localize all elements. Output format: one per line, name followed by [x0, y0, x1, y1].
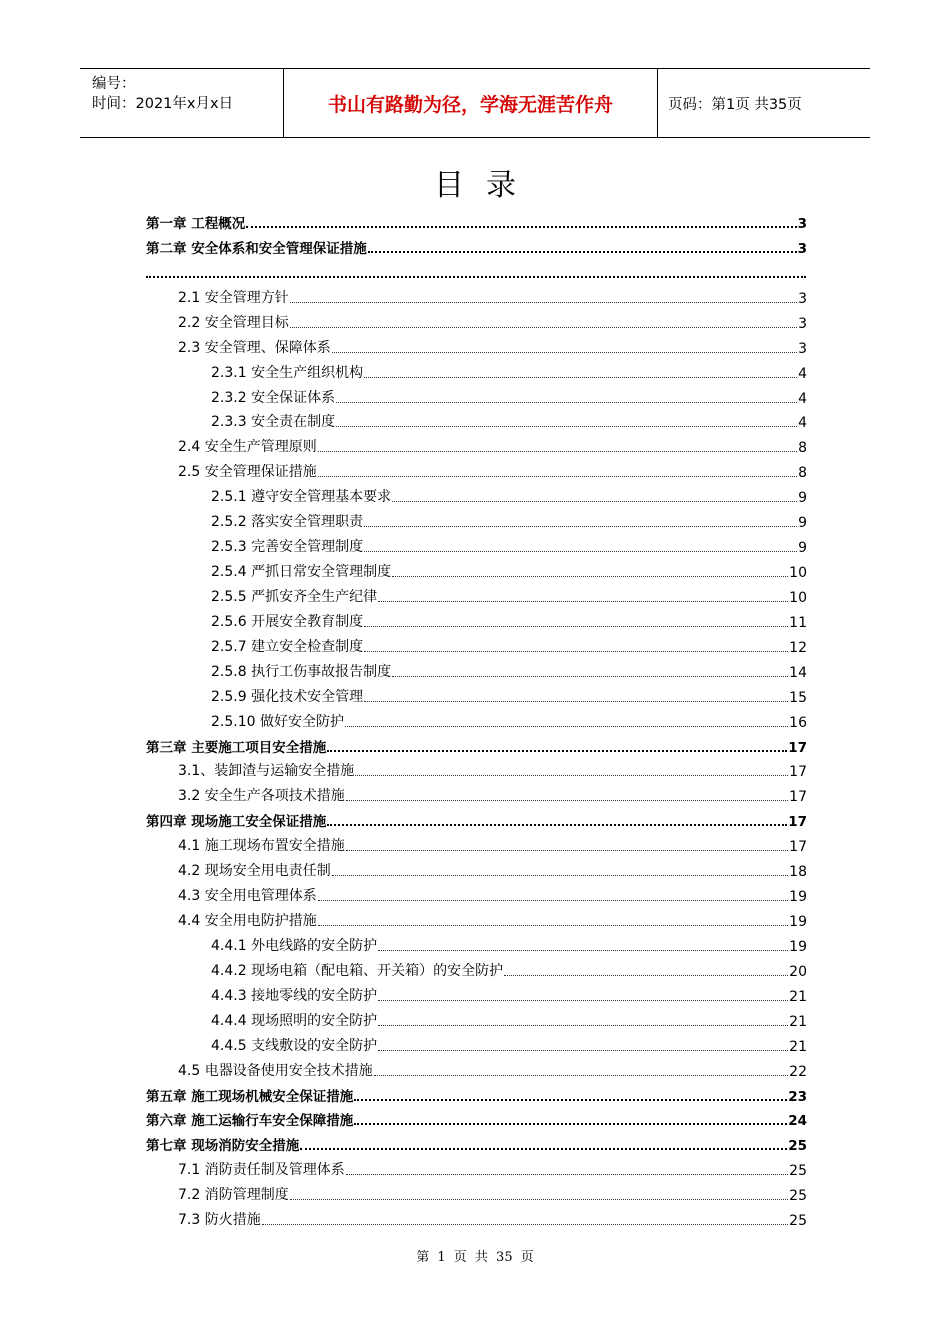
header-left-cell: [80, 69, 283, 137]
toc-leader-dots: [346, 850, 788, 851]
toc-entry[interactable]: [178, 756, 807, 780]
toc-entry-page: 9: [798, 490, 807, 507]
toc-entry-page: 8: [798, 440, 807, 457]
toc-entry-label: 2.5.10 做好安全防护: [211, 713, 344, 730]
toc-leader-dots: [332, 352, 797, 353]
toc-entry-label: 4.4.5 支线敷设的安全防护: [211, 1037, 378, 1054]
toc-entry[interactable]: [178, 1205, 807, 1229]
toc-entry-label: 2.4 安全生产管理原则: [178, 439, 317, 456]
toc-leader-dots: [392, 501, 797, 502]
toc-entry[interactable]: [178, 283, 807, 307]
toc-leader-dots: [364, 526, 797, 527]
toc-entry-page: 10: [789, 589, 807, 606]
toc-entry[interactable]: [211, 532, 807, 556]
toc-leader-dots: [336, 402, 797, 403]
toc-leader-dots: [290, 302, 797, 303]
toc-entry-page: 19: [789, 914, 807, 931]
toc-leader-dots: [300, 1148, 787, 1150]
toc-entry-page: 22: [789, 1063, 807, 1080]
toc-entry-label: 7.2 消防管理制度: [178, 1187, 289, 1204]
toc-entry-page: 25: [789, 1213, 807, 1230]
toc-entry[interactable]: [178, 856, 807, 880]
toc-entry-page: 17: [788, 814, 807, 831]
toc-leader-dots: [392, 676, 788, 677]
toc-entry[interactable]: [211, 507, 807, 531]
toc-entry[interactable]: [178, 781, 807, 805]
toc-leader-dots: [332, 875, 788, 876]
toc-entry-label: 4.4.4 现场照明的安全防护: [211, 1012, 378, 1029]
header-motto: 书山有路勤为径，学海无涯苦作舟: [283, 69, 658, 137]
toc-entry-label: 2.5.6 开展安全教育制度: [211, 613, 364, 630]
toc-entry-label: 第一章 工程概况: [146, 216, 246, 232]
toc-entry-page: 20: [789, 963, 807, 980]
toc-leader-dots: [262, 1224, 788, 1225]
toc-entry-label: 7.1 消防责任制及管理体系: [178, 1162, 345, 1179]
toc-leader-dots: [378, 1000, 788, 1001]
toc-leader-dots: [378, 1025, 788, 1026]
toc-entry[interactable]: [178, 1056, 807, 1080]
toc-entry[interactable]: [146, 806, 807, 830]
code-label: 编号：: [92, 76, 136, 92]
toc-leader-dots: [318, 925, 788, 926]
toc-entry-page: 24: [788, 1113, 807, 1130]
toc-entry[interactable]: [211, 557, 807, 581]
toc-entry-page: 4: [798, 390, 807, 407]
toc-entry[interactable]: [211, 682, 807, 706]
toc-entry-label: 2.5.3 完善安全管理制度: [211, 539, 364, 556]
toc-entry-label: 2.5.7 建立安全检查制度: [211, 638, 364, 655]
toc-leader-dots: [346, 1174, 788, 1175]
toc-entry-page: 4: [798, 365, 807, 382]
toc-entry-label: 2.1 安全管理方针: [178, 289, 289, 306]
toc-leader-dots: [354, 1099, 787, 1101]
toc-entry[interactable]: [178, 333, 807, 357]
toc-entry[interactable]: [211, 407, 807, 431]
toc-entry-page: 17: [789, 789, 807, 806]
toc-entry[interactable]: [178, 308, 807, 332]
toc-entry-label: 2.3.2 安全保证体系: [211, 389, 336, 406]
toc-entry-label: 4.4.1 外电线路的安全防护: [211, 937, 378, 954]
toc-leader-dots: [318, 900, 788, 901]
toc-entry-label: 4.2 现场安全用电责任制: [178, 863, 331, 880]
toc-entry[interactable]: [178, 457, 807, 481]
toc-entry-page: 25: [789, 1188, 807, 1205]
toc-entry-label: 第五章 施工现场机械安全保证措施: [146, 1088, 354, 1105]
toc-entry-label: 2.5.1 遵守安全管理基本要求: [211, 489, 392, 506]
toc-entry-page: 14: [789, 664, 807, 681]
toc-leader-dots: [378, 1050, 788, 1051]
toc-entry-label: 4.4.3 接地零线的安全防护: [211, 987, 378, 1004]
toc-entry[interactable]: [211, 956, 807, 980]
toc-entry[interactable]: [211, 707, 807, 731]
toc-leader-dots: [364, 701, 788, 702]
toc-entry-page: 12: [789, 639, 807, 656]
toc-leader-dots: [346, 800, 788, 801]
toc-entry[interactable]: [146, 208, 807, 232]
toc-entry[interactable]: [211, 383, 807, 407]
toc-entry[interactable]: [178, 1155, 807, 1179]
toc-entry[interactable]: [178, 906, 807, 930]
toc-entry-page: 18: [789, 864, 807, 881]
toc-leader-dots: [345, 726, 788, 727]
toc-entry-label: 4.1 施工现场布置安全措施: [178, 838, 345, 855]
toc-entry-label: 第六章 施工运输行车安全保障措施: [146, 1113, 354, 1130]
toc-entry-page: 25: [789, 1163, 807, 1180]
toc-entry-label: 3.2 安全生产各项技术措施: [178, 788, 345, 805]
toc-entry[interactable]: [211, 931, 807, 955]
toc-entry-page: 3: [798, 290, 807, 307]
toc-entry[interactable]: [146, 1105, 807, 1129]
toc-entry-page: 9: [798, 540, 807, 557]
toc-leader-dots: [318, 476, 797, 477]
toc-entry-page: 11: [789, 614, 807, 631]
toc-entry[interactable]: [146, 1081, 807, 1105]
toc-entry[interactable]: [211, 1031, 807, 1055]
toc-entry[interactable]: [211, 582, 807, 606]
toc-entry-page: 19: [789, 938, 807, 955]
toc-leader-dots: [392, 576, 788, 577]
toc-entry[interactable]: [146, 233, 807, 257]
toc-leader-dots: [290, 1199, 788, 1200]
toc-entry-label: 第三章 主要施工项目安全措施: [146, 739, 327, 756]
toc-entry-label: 2.3.3 安全责在制度: [211, 414, 336, 431]
toc-entry-label: 3.1、装卸渣与运输安全措施: [178, 763, 355, 780]
toc-entry[interactable]: [178, 432, 807, 456]
toc-entry-page: 3: [798, 340, 807, 357]
toc-leader-dots: [368, 251, 797, 253]
toc-entry-label: 2.5.8 执行工伤事故报告制度: [211, 663, 392, 680]
header-page-label: 页码：第1页 共35页: [668, 96, 802, 113]
toc-leader-dots: [504, 975, 788, 976]
page-footer: 第 1 页 共 35 页: [416, 1250, 534, 1265]
toc-entry[interactable]: [211, 482, 807, 506]
toc-entry[interactable]: [178, 1180, 807, 1204]
toc-entry-page: 21: [789, 988, 807, 1005]
toc-leader-dots: [246, 226, 796, 228]
toc-entry-page: 21: [789, 1038, 807, 1055]
toc-entry-page: 9: [798, 515, 807, 532]
toc-entry-page: 21: [789, 1013, 807, 1030]
toc-leader-dots: [327, 824, 787, 826]
toc-entry[interactable]: [211, 358, 807, 382]
toc-entry-page: 19: [789, 889, 807, 906]
toc-leader-dots: [355, 775, 788, 776]
toc-entry[interactable]: [146, 732, 807, 756]
toc-leader-dots: [336, 426, 797, 427]
toc-leader-dots: [364, 651, 788, 652]
toc-entry-label: 2.5 安全管理保证措施: [178, 464, 317, 481]
toc-entry-page: 17: [789, 764, 807, 781]
toc-entry[interactable]: [211, 1006, 807, 1030]
toc-entry-label: 第二章 安全体系和安全管理保证措施: [146, 240, 367, 257]
toc-entry-label: 2.3 安全管理、保障体系: [178, 339, 331, 356]
toc-entry[interactable]: [178, 831, 807, 855]
toc-leader-dots: [354, 1123, 787, 1125]
toc-entry-label: 4.3 安全用电管理体系: [178, 888, 317, 905]
toc-leader-dots: [327, 750, 787, 752]
date-label: 时间：2021年x月x日: [92, 96, 234, 112]
toc-leader-dots: [378, 950, 788, 951]
toc-entry-label: 4.4 安全用电防护措施: [178, 913, 317, 930]
toc-leader-dots: [364, 626, 788, 627]
toc-leader-dots: [290, 327, 797, 328]
toc-leader-dots: [374, 1075, 788, 1076]
toc-entry-label: 2.5.4 严抓日常安全管理制度: [211, 564, 392, 581]
toc-entry-label: 第七章 现场消防安全措施: [146, 1138, 300, 1155]
toc-leader-dots: [378, 601, 788, 602]
toc-entry-page: 15: [789, 689, 807, 706]
toc-entry-page: 4: [798, 415, 807, 432]
toc-entry-label: 4.4.2 现场电箱（配电箱、开关箱）的安全防护: [211, 962, 504, 979]
toc-entry-label: 2.5.9 强化技术安全管理: [211, 688, 364, 705]
toc-entry-page: 25: [788, 1138, 807, 1155]
toc-entry-page: 17: [788, 739, 807, 756]
toc-entry-page: 17: [789, 839, 807, 856]
toc-leader-dots: [364, 551, 797, 552]
toc-entry[interactable]: [146, 258, 807, 282]
toc-entry-page: 23: [788, 1088, 807, 1105]
toc-entry[interactable]: [211, 657, 807, 681]
toc-entry-label: 7.3 防火措施: [178, 1212, 261, 1229]
toc-leader-dots: [318, 451, 797, 452]
toc-entry[interactable]: [211, 632, 807, 656]
page-header: [80, 68, 870, 138]
toc-entry-page: 8: [798, 465, 807, 482]
toc-entry-label: 4.5 电器设备使用安全技术措施: [178, 1062, 373, 1079]
toc-entry-label: 2.5.2 落实安全管理职责: [211, 514, 364, 531]
toc-entry[interactable]: [211, 607, 807, 631]
toc-leader-dots: [364, 377, 797, 378]
page-title: 目录: [434, 168, 538, 203]
toc-entry[interactable]: [146, 1130, 807, 1154]
toc-entry-page: 16: [789, 714, 807, 731]
toc-entry-label: 2.2 安全管理目标: [178, 314, 289, 331]
toc-entry-page: 3: [798, 315, 807, 332]
toc-entry-page: 3: [797, 240, 807, 257]
toc-leader-dots: [146, 276, 806, 278]
toc-entry-label: 2.5.5 严抓安齐全生产纪律: [211, 588, 378, 605]
toc-entry[interactable]: [178, 881, 807, 905]
toc-entry-page: 3: [797, 216, 807, 232]
toc-entry[interactable]: [211, 981, 807, 1005]
toc-entry-label: 2.3.1 安全生产组织机构: [211, 364, 364, 381]
toc-entry-page: 10: [789, 565, 807, 582]
toc-entry-label: 第四章 现场施工安全保证措施: [146, 814, 327, 831]
